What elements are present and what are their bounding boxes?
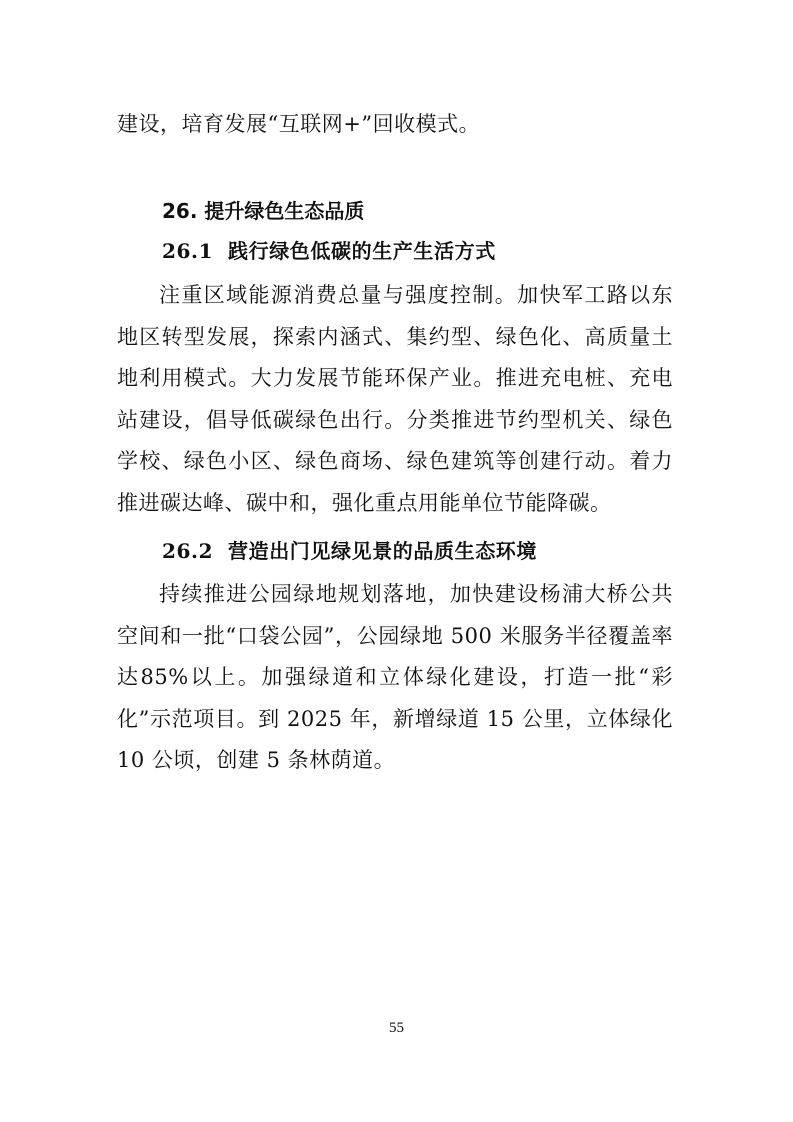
subsection-2-number: 26.2 — [162, 539, 214, 563]
section-number: 26. — [162, 199, 198, 223]
subsection-heading-2 — [162, 536, 537, 566]
subsection-1-number: 26.1 — [162, 239, 214, 263]
section-title: 提升绿色生态品质 — [204, 199, 365, 223]
subsection-1-title: 践行绿色低碳的生产生活方式 — [228, 239, 496, 263]
section-heading — [162, 196, 364, 226]
subsection-1-paragraph: 注重区域能源消费总量与强度控制。加快军工路以东地区转型发展，探索内涵式、集约型、绿色化、高质量土地利用模式。大力发展节能环保产业。推进充电桩、充电站建设，倡导低碳绿色出行。分类推进节约型机关、绿色学校、绿色小区、绿色商场、绿色建筑等创建行动。着力推进碳达峰、碳中和，强化重点用能单位节能降碳。 — [117, 283, 673, 515]
subsection-2-title: 营造出门见绿见景的品质生态环境 — [228, 539, 537, 563]
subsection-heading-1 — [162, 236, 496, 266]
intro-paragraph: 建设，培育发展“互联网+”回收模式。 — [117, 112, 481, 136]
page-number: 55 — [389, 1020, 404, 1036]
subsection-2-paragraph: 持续推进公园绿地规划落地，加快建设杨浦大桥公共空间和一批“口袋公园”，公园绿地 500 米服务半径覆盖率达85%以上。加强绿道和立体绿化建设，打造一批“彩化”示范项目。到 2025 年，新增绿道 15 公里，立体绿化 10 公顷，创建 5 条林荫道。 — [117, 582, 673, 772]
